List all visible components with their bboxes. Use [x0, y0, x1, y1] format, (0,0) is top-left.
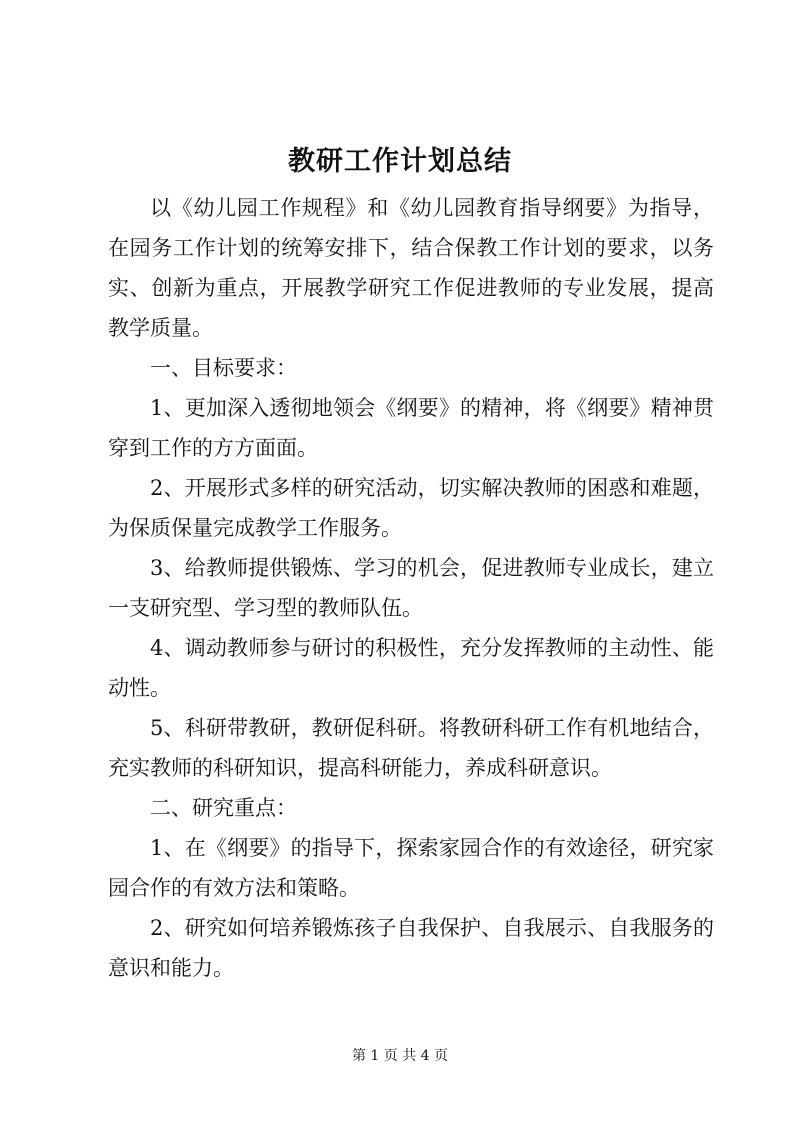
paragraph-intro: 以《幼儿园工作规程》和《幼儿园教育指导纲要》为指导，在园务工作计划的统筹安排下，结合保教工作计划的要求，以务实、创新为重点，开展教学研究工作促进教师的专业发展，提高教学质量。: [108, 196, 714, 340]
paragraph-focus-2: 2、研究如何培养锻炼孩子自我保护、自我展示、自我服务的意识和能力。: [108, 916, 714, 980]
section-heading-goals: 一、目标要求：: [150, 356, 297, 380]
paragraph-goal-4: 4、调动教师参与研讨的积极性，充分发挥教师的主动性、能动性。: [108, 636, 714, 700]
paragraph-goal-3: 3、给教师提供锻炼、学习的机会，促进教师专业成长，建立一支研究型、学习型的教师队伍。: [108, 556, 714, 620]
paragraph-goal-5: 5、科研带教研，教研促科研。将教研科研工作有机地结合，充实教师的科研知识，提高科研能力，养成科研意识。: [108, 716, 714, 780]
paragraph-goal-1: 1、更加深入透彻地领会《纲要》的精神，将《纲要》精神贯穿到工作的方方面面。: [108, 396, 714, 460]
paragraph-goal-2: 2、开展形式多样的研究活动，切实解决教师的困惑和难题，为保质保量完成教学工作服务。: [108, 476, 714, 540]
page-footer: 第 1 页 共 4 页: [351, 1048, 449, 1064]
document-title: 教研工作计划总结: [288, 146, 512, 177]
paragraph-focus-1: 1、在《纲要》的指导下，探索家园合作的有效途径，研究家园合作的有效方法和策略。: [108, 836, 714, 900]
document-body: [108, 188, 714, 988]
section-heading-research-focus: 二、研究重点：: [150, 796, 297, 820]
